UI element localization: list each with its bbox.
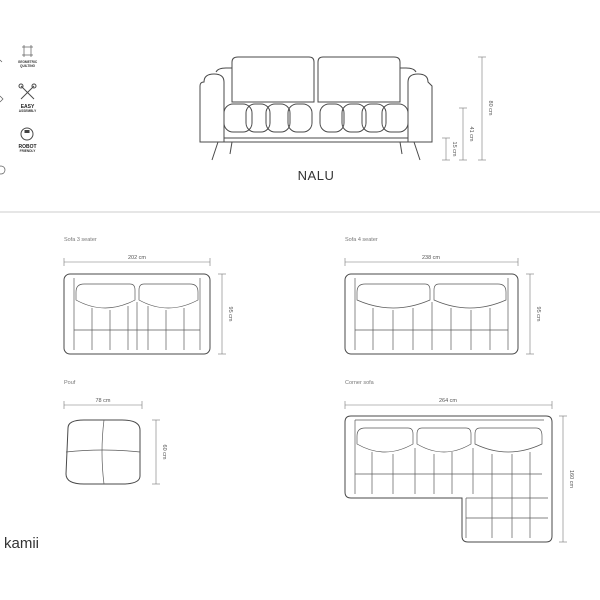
feature-label: FRIENDLY [19, 149, 36, 153]
feature-label: QUILTING [20, 64, 35, 68]
sofa4-width-label: 238 cm [421, 255, 441, 261]
robot-vacuum-icon [18, 128, 36, 153]
pouf-width-label: 78 cm [95, 398, 111, 404]
corner-top-view [345, 416, 552, 542]
pouf-depth-label: 60 cm [161, 444, 167, 460]
sofa3-width-label: 202 cm [127, 255, 147, 261]
feature-label: EASY [20, 104, 35, 110]
corner-width-label: 264 cm [438, 398, 458, 404]
feature-label: ROBOT [18, 144, 37, 150]
leg-height-label: 15 cm [451, 141, 457, 157]
edge-icon-fragment [0, 60, 5, 174]
corner-depth-dimension [559, 416, 574, 542]
geometric-quilting-icon [18, 45, 38, 68]
sofa3-top-view [64, 274, 210, 354]
corner-depth-label: 160 cm [568, 469, 574, 489]
tools-icon [19, 84, 37, 113]
sofa4-caption: Sofa 4 seater [345, 237, 378, 243]
brand-logo: kamii [4, 535, 40, 552]
sofa3-width-dimension [64, 255, 210, 266]
corner-caption: Corner sofa [345, 380, 374, 386]
seat-height-label: 41 cm [468, 126, 474, 142]
sofa4-depth-label: 95 cm [535, 306, 541, 322]
sofa3-depth-label: 95 cm [227, 306, 233, 322]
pouf-depth-dimension [152, 420, 167, 484]
product-name: NALU [297, 168, 335, 183]
front-dimension-lines [442, 57, 493, 160]
pouf-caption: Pouf [64, 380, 76, 386]
feature-label: GEOMETRIC [17, 60, 38, 64]
pouf-top-view [66, 420, 140, 484]
seat-cushions [224, 104, 408, 132]
pouf-width-dimension [64, 398, 142, 409]
sofa4-top-view [345, 274, 518, 354]
sofa3-depth-dimension [218, 274, 233, 354]
corner-width-dimension [345, 398, 552, 409]
feature-label: ASSEMBLY [18, 109, 37, 113]
front-view-sofa [200, 57, 432, 160]
sofa4-depth-dimension [526, 274, 541, 354]
height-total-label: 80 cm [487, 100, 493, 116]
sofa4-width-dimension [345, 255, 518, 266]
sofa3-caption: Sofa 3 seater [64, 237, 97, 243]
